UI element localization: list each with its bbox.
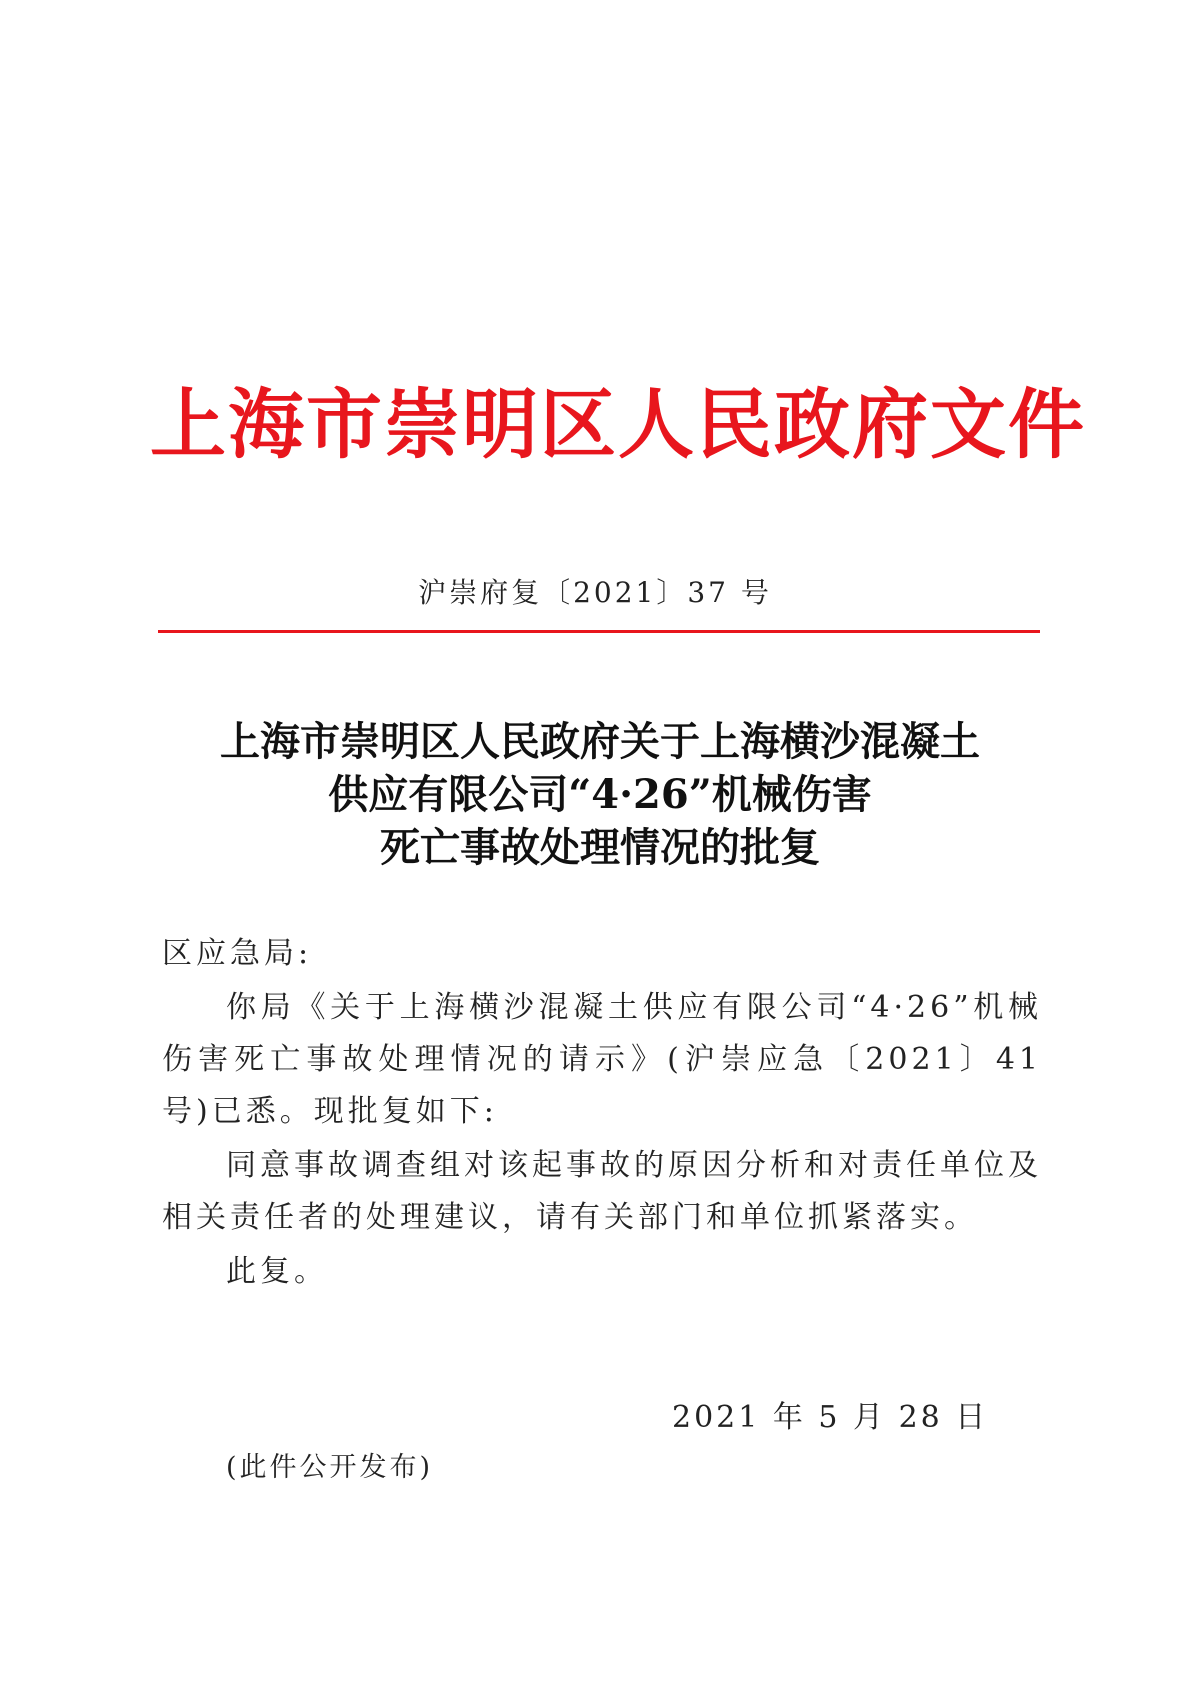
body-paragraph: 同意事故调查组对该起事故的原因分析和对责任单位及相关责任者的处理建议，请有关部门和单位抓紧落实。 [162, 1148, 1042, 1235]
document-number: 沪崇府复〔2021〕37 号 [418, 576, 772, 609]
title-line: 死亡事故处理情况的批复 [380, 824, 820, 871]
body-paragraph: 你局《关于上海横沙混凝土供应有限公司“4·26”机械伤害死亡事故处理情况的请示》(沪崇应急〔2021〕41 号)已悉。现批复如下: [162, 990, 1042, 1129]
red-divider-line [158, 630, 1040, 633]
closing-paragraph: 此复。 [226, 1254, 328, 1289]
title-line: 上海市崇明区人民政府关于上海横沙混凝土 [220, 718, 980, 765]
addressee: 区应急局: [162, 936, 313, 971]
publication-note: (此件公开发布) [226, 1452, 434, 1483]
title-line: 供应有限公司“4·26”机械伤害 [328, 771, 872, 818]
issue-date: 2021 年 5 月 28 日 [672, 1400, 989, 1435]
document-masthead: 上海市崇明区人民政府文件 [150, 380, 1086, 469]
document-title [150, 715, 1050, 874]
